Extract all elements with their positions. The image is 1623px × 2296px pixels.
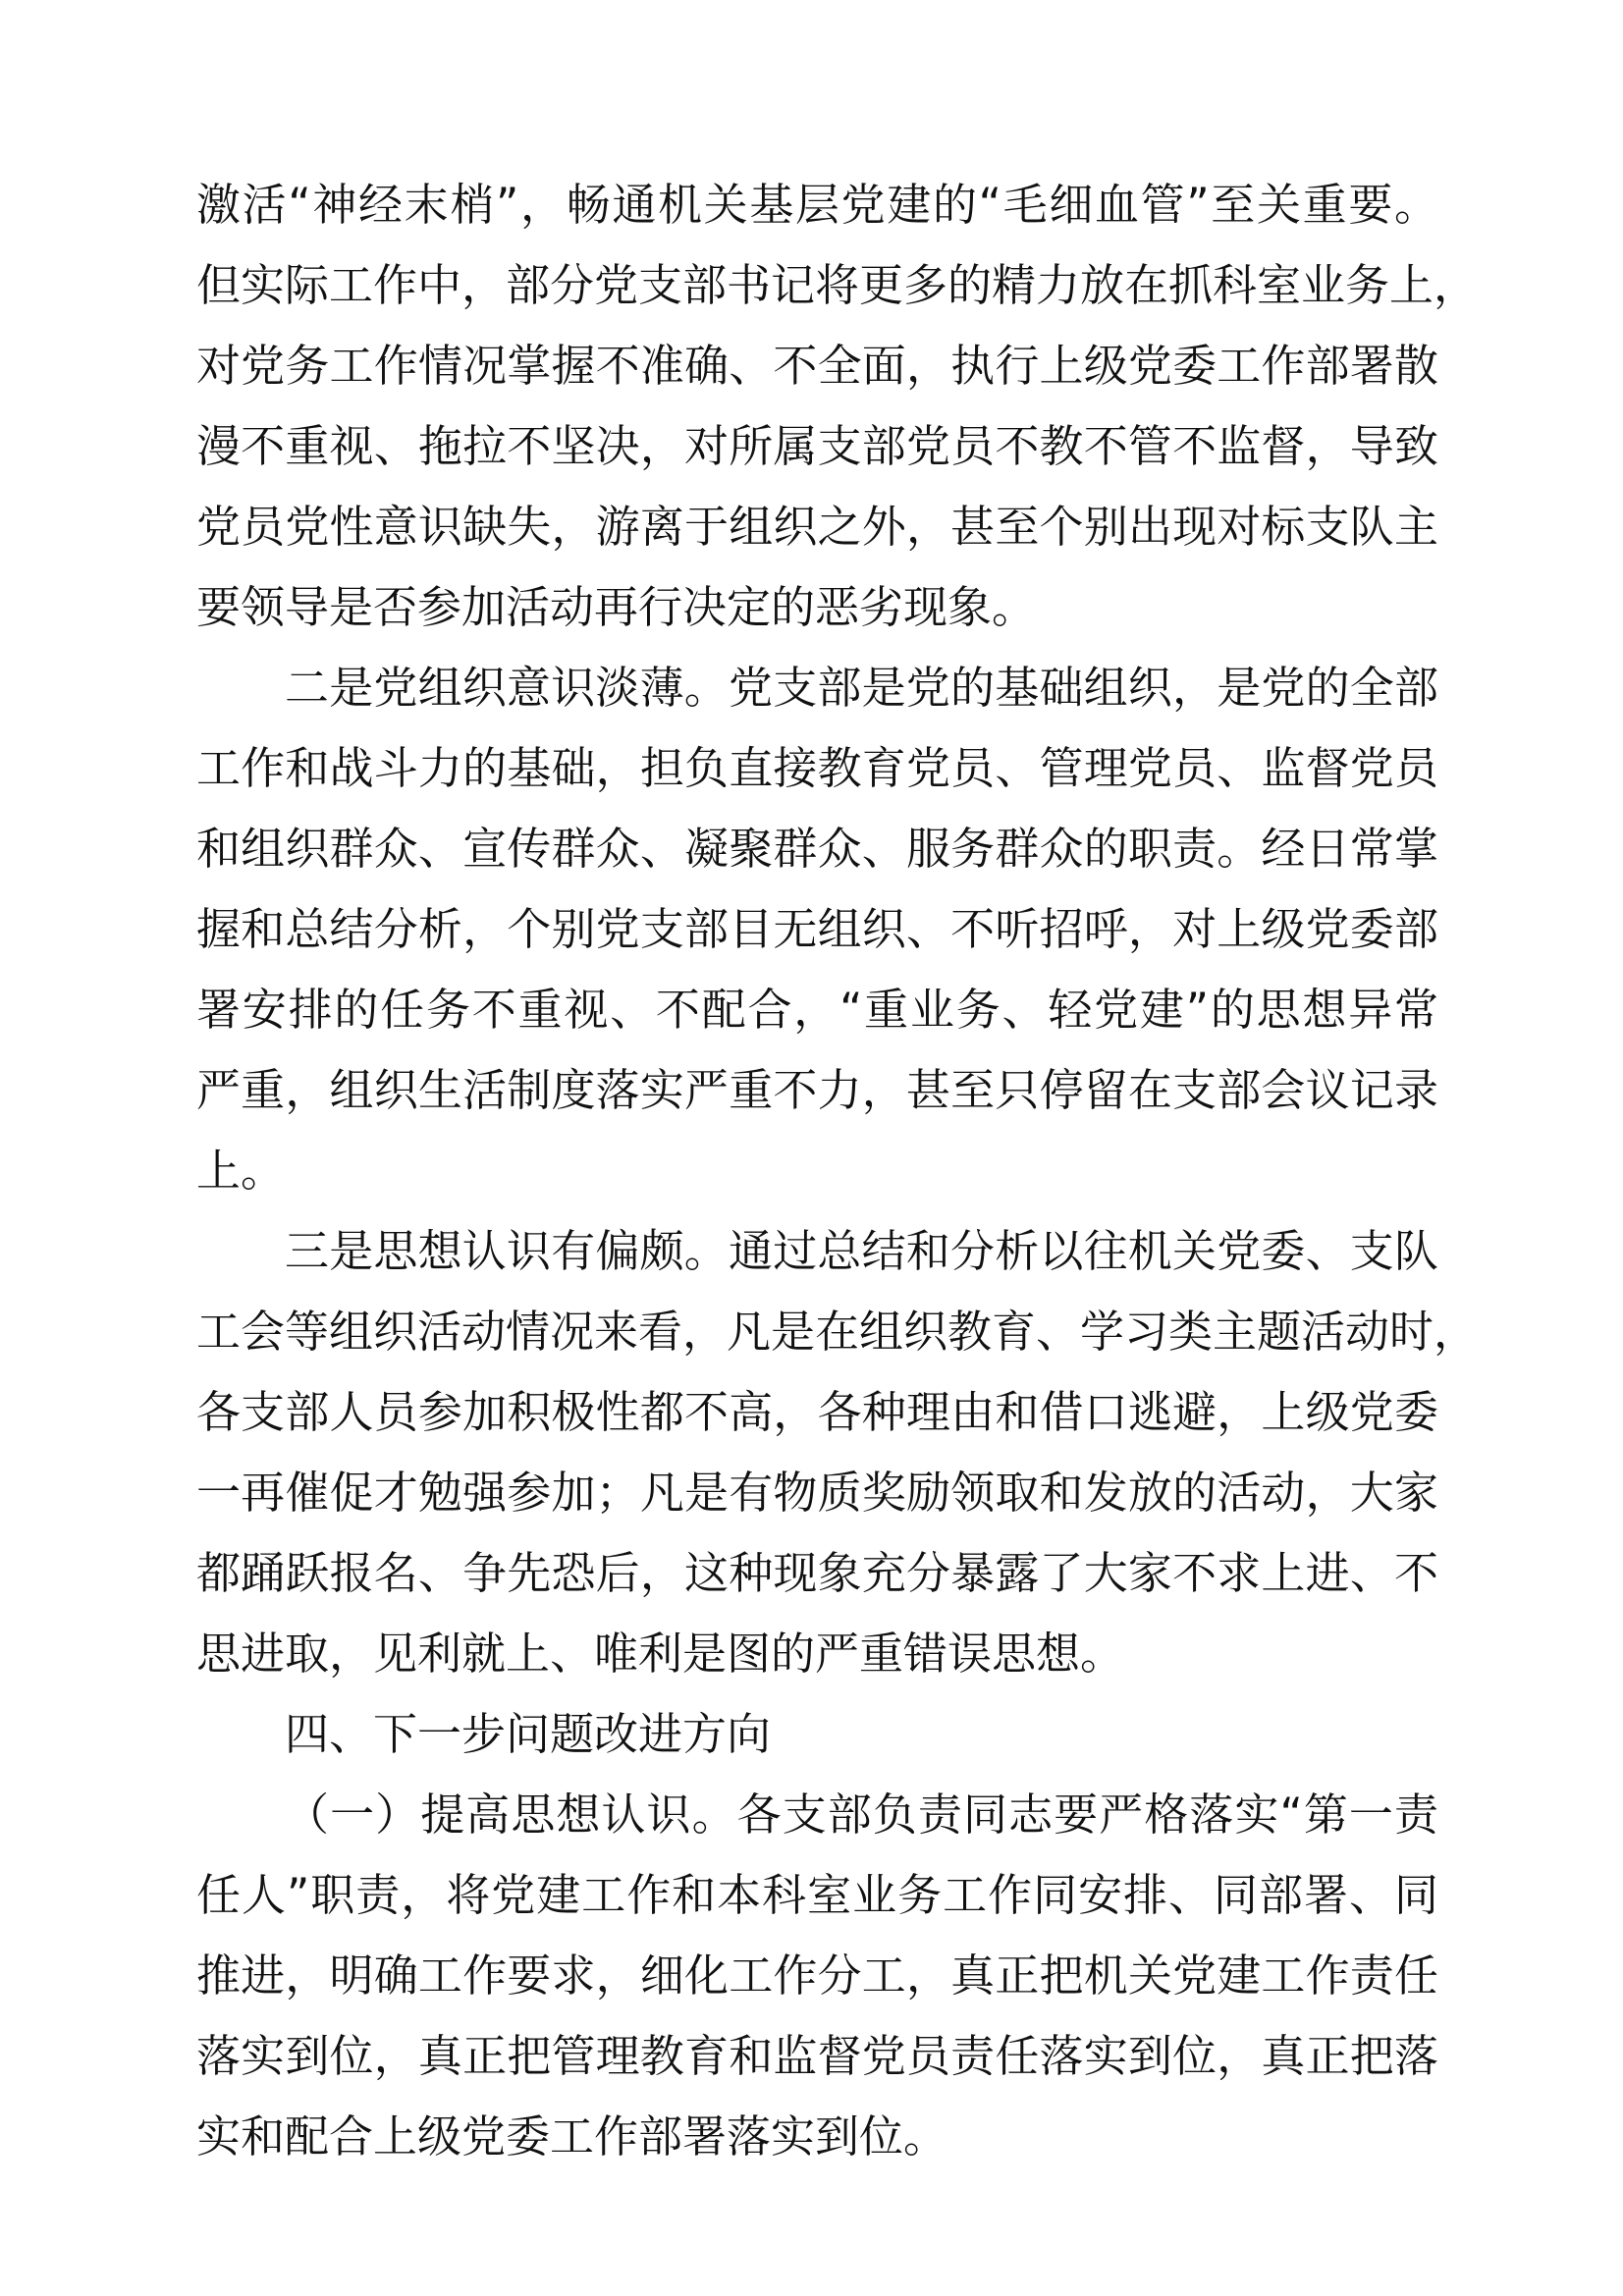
heading-text: 四、下一步问题改进方向 [285,1708,772,1760]
text-line: 漫不重视、拖拉不坚决，对所属支部党员不教不管不监督，导致 [196,420,1438,472]
text-line: 工作和战斗力的基础，担负直接教育党员、管理党员、监督党员 [196,742,1438,794]
text-line: 三是思想认识有偏颇。通过总结和分析以往机关党委、支队 [285,1225,1438,1277]
text-line: 二是党组织意识淡薄。党支部是党的基础组织，是党的全部 [285,662,1438,714]
text-line: 思进取，见利就上、唯利是图的严重错误思想。 [196,1628,1125,1680]
text-line: 工会等组织活动情况来看，凡是在组织教育、学习类主题活动时， [196,1306,1479,1358]
text-line: 党员党性意识缺失，游离于组织之外，甚至个别出现对标支队主 [196,501,1438,553]
text-line: 署安排的任务不重视、不配合，“重业务、轻党建”的思想异常 [196,984,1438,1036]
text-line: （一）提高思想认识。各支部负责同志要严格落实“第一责 [285,1789,1438,1841]
paragraph-4 [196,1775,1438,2177]
section-heading [196,1694,1438,1775]
text-line: 落实到位，真正把管理教育和监督党员责任落实到位，真正把落 [196,2030,1438,2082]
text-line: 握和总结分析，个别党支部目无组织、不听招呼，对上级党委部 [196,903,1438,955]
text-line: 对党务工作情况掌握不准确、不全面，执行上级党委工作部署散 [196,340,1438,392]
text-line: 一再催促才勉强参加；凡是有物质奖励领取和发放的活动，大家 [196,1467,1438,1519]
text-line: 要领导是否参加活动再行决定的恶劣现象。 [196,581,1037,633]
paragraph-2 [196,648,1438,1211]
text-line: 激活“神经末梢”，畅通机关基层党建的“毛细血管”至关重要。 [196,179,1438,231]
text-line: 但实际工作中，部分党支部书记将更多的精力放在抓科室业务上， [196,259,1479,311]
text-line: 各支部人员参加积极性都不高，各种理由和借口逃避，上级党委 [196,1386,1438,1438]
text-line: 上。 [196,1145,286,1197]
paragraph-1 [196,165,1479,648]
paragraph-3 [196,1211,1479,1694]
text-line: 和组织群众、宣传群众、凝聚群众、服务群众的职责。经日常掌 [196,823,1438,875]
text-line: 严重，组织生活制度落实严重不力，甚至只停留在支部会议记录 [196,1064,1438,1116]
text-line: 推进，明确工作要求，细化工作分工，真正把机关党建工作责任 [196,1949,1438,2002]
text-line: 都踊跃报名、争先恐后，这种现象充分暴露了大家不求上进、不 [196,1547,1438,1599]
document-body [196,165,1479,2177]
text-line: 任人”职责，将党建工作和本科室业务工作同安排、同部署、同 [196,1869,1438,1921]
text-line: 实和配合上级党委工作部署落实到位。 [196,2110,948,2163]
